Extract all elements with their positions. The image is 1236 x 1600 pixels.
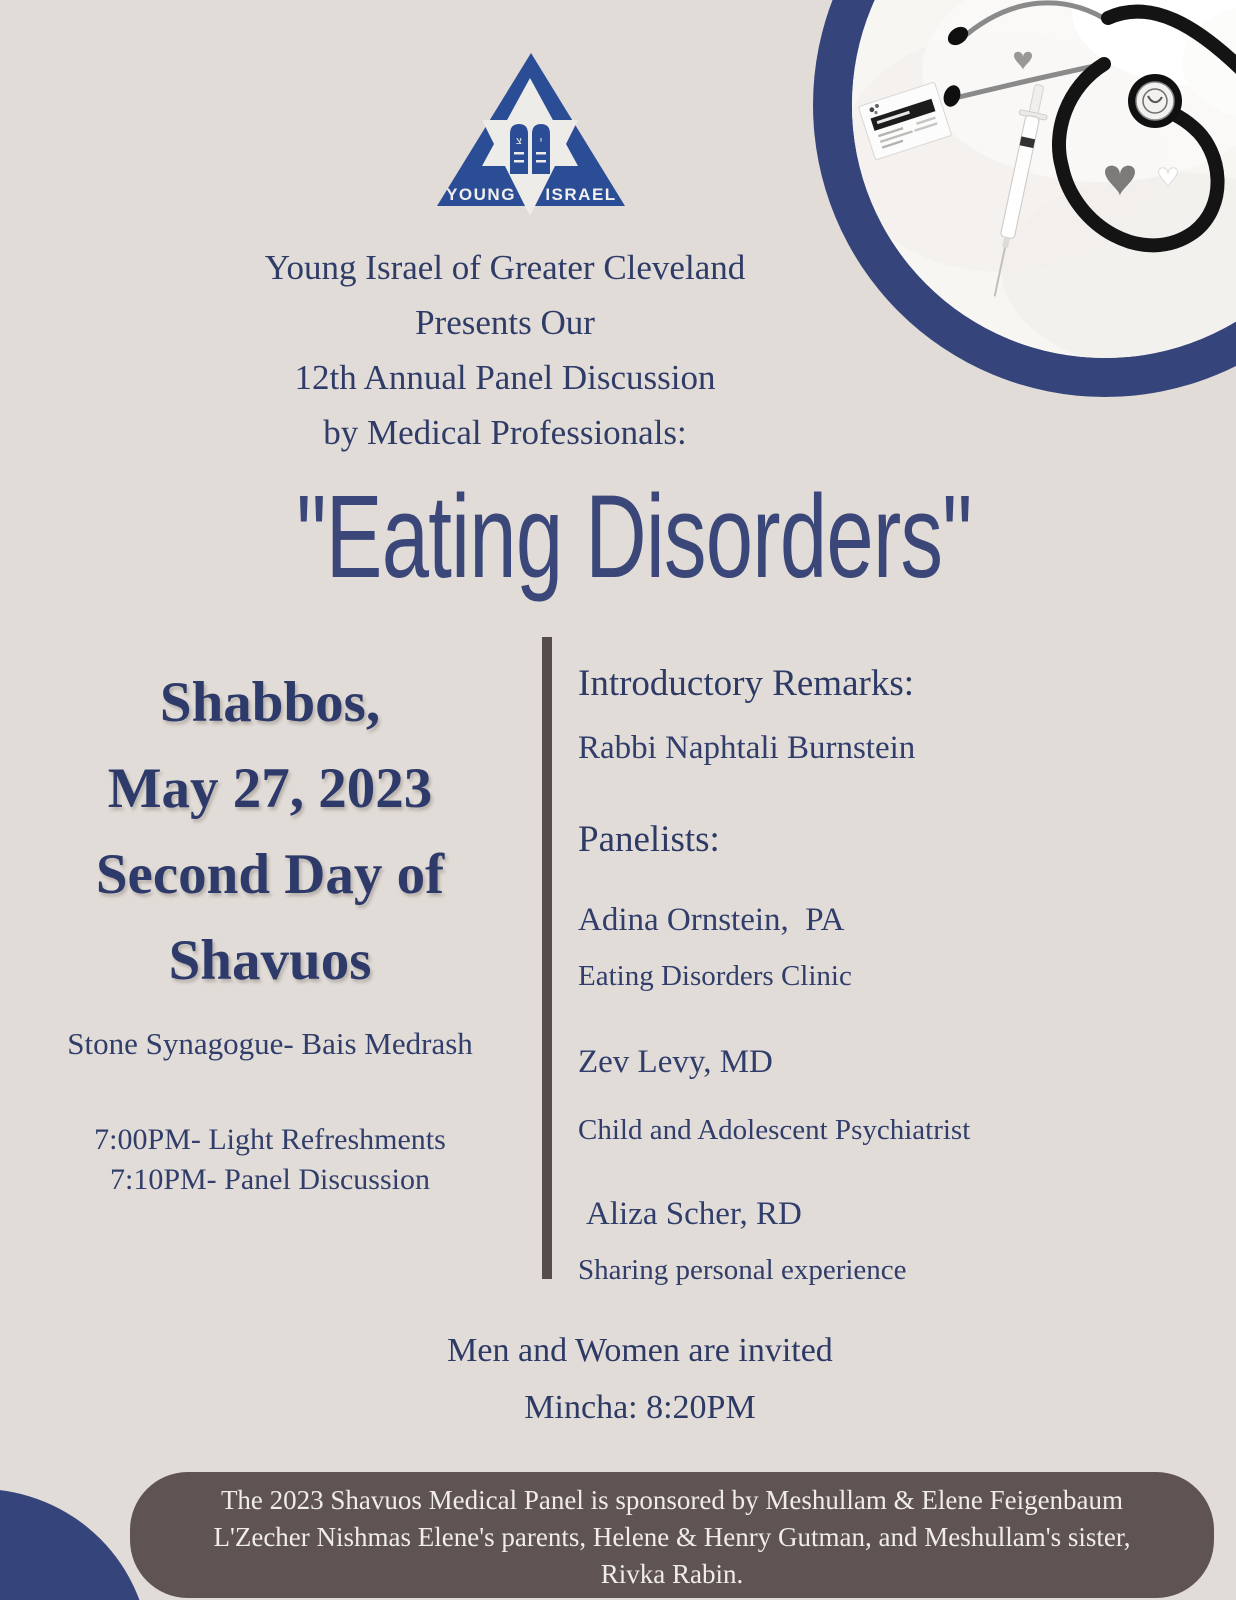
intro-remarks-heading: Introductory Remarks:	[578, 663, 914, 704]
stethoscope-photo-illustration	[852, 0, 1236, 358]
svg-text:צ: צ	[515, 134, 523, 147]
schedule-refreshments: 7:00PM- Light Refreshments	[94, 1123, 446, 1156]
panelist-description: Sharing personal experience	[578, 1254, 907, 1286]
column-divider	[542, 637, 552, 1279]
stethoscope-chest-piece	[1128, 74, 1182, 128]
svg-text:YOUNG: YOUNG	[446, 185, 516, 204]
panelist-name: Adina Ornstein, PA	[578, 902, 845, 938]
event-title-text: "Eating Disorders"	[296, 471, 972, 603]
schedule-panel-discussion: 7:10PM- Panel Discussion	[109, 1163, 430, 1196]
event-location: Stone Synagogue- Bais Medrash	[67, 1026, 473, 1061]
date-line-date: May 27, 2023	[107, 757, 433, 820]
svg-text:י: י	[539, 134, 543, 147]
header-org-name: Young Israel of Greater Cleveland	[264, 248, 746, 287]
event-schedule	[5, 1120, 535, 1200]
sponsor-banner	[130, 1472, 1214, 1598]
svg-text:ISRAEL: ISRAEL	[545, 185, 617, 204]
date-line-second-day: Second Day of	[95, 843, 445, 906]
date-line-shabbos: Shabbos,	[159, 671, 381, 734]
date-line-shavuos: Shavuos	[168, 929, 372, 992]
corner-circle-decoration	[0, 1489, 150, 1600]
event-title	[16, 462, 1236, 612]
program-column	[578, 660, 1178, 1290]
invite-line: Men and Women are invited	[447, 1332, 833, 1369]
invite-block	[22, 1322, 1236, 1436]
panelist-description: Child and Adolescent Psychiatrist	[578, 1114, 971, 1146]
intro-speaker: Rabbi Naphtali Burnstein	[578, 730, 916, 766]
stethoscope-photo	[852, 0, 1236, 358]
header-annual-panel: 12th Annual Panel Discussion	[294, 358, 716, 397]
header-by-medical: by Medical Professionals:	[323, 413, 687, 452]
panelists-heading: Panelists:	[578, 819, 720, 860]
mincha-time: Mincha: 8:20PM	[524, 1389, 756, 1426]
header-block	[0, 240, 1010, 460]
sponsor-text: The 2023 Shavuos Medical Panel is sponsored by Meshullam & Elene Feigenbaum L'Zecher Nishmas Elene's parents, Helene & Henry Gutman, and Meshullam's sister, Rivka Rabin.	[213, 1485, 1131, 1589]
panelist-description: Eating Disorders Clinic	[578, 960, 852, 992]
panelist-name: Zev Levy, MD	[578, 1044, 773, 1080]
panelist-name: Aliza Scher, RD	[586, 1196, 802, 1232]
young-israel-logo-icon	[430, 50, 630, 222]
event-details-column	[5, 660, 535, 1200]
header-presents: Presents Our	[415, 303, 595, 342]
